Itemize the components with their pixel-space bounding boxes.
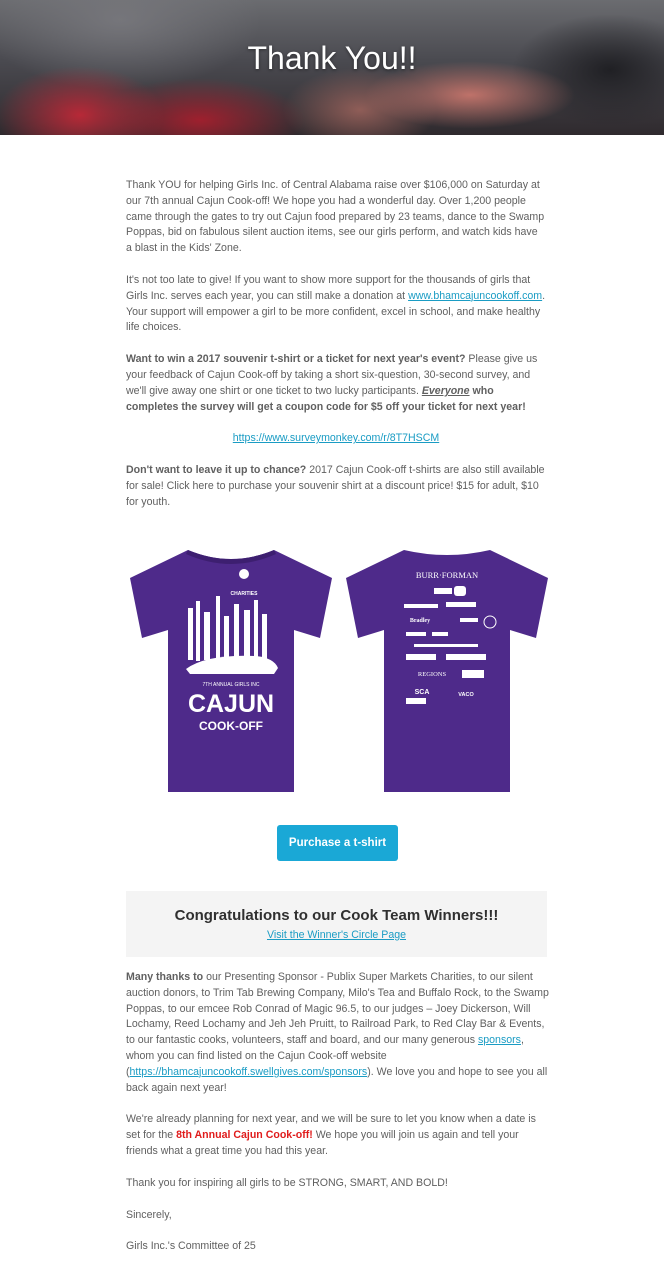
publix-logo-icon <box>239 569 249 579</box>
donate-link[interactable]: www.bhamcajuncookoff.com <box>408 289 543 302</box>
shirt-annual-text: 7TH ANNUAL GIRLS INC <box>202 682 260 688</box>
shirt-cajun-text: CAJUN <box>187 690 275 718</box>
shirt-sale-text: 2017 Cajun Cook-off t-shirts are also still available for sale! Click here to purchase your souvenir shirt at a discount price! $15 for adult, $10 for youth. <box>126 464 545 508</box>
tshirt-back-image <box>342 546 552 796</box>
shirt-sale-heading: Don't want to leave it up to chance? <box>126 464 307 477</box>
next-event-highlight: 8th Annual Cajun Cook-off! <box>176 1129 313 1142</box>
sponsor-burr-text: BURR·FORMAN <box>415 570 479 580</box>
donate-paragraph <box>126 273 546 336</box>
sponsor-sca-text: SCA <box>414 689 430 696</box>
shirt-charities-text: CHARITIES <box>230 591 258 597</box>
sponsor-vaco-text: VACO <box>458 692 474 698</box>
sponsor-bradley-text: Bradley <box>409 618 431 624</box>
planning-text: We're already planning for next year, and we will be sure to let you know when a date is set for the <box>126 1113 536 1142</box>
survey-text: Please give us your feedback of Cajun Cook-off by taking a short six-question, 30-second survey, and we'll give away one shirt or one ticket to two lucky participants. <box>126 353 538 397</box>
thanks-heading: Many thanks to <box>126 971 204 983</box>
survey-emphasis: Everyone <box>421 384 470 397</box>
thanks-text: our Presenting Sponsor - Publix Super Markets Charities, to our silent auction donors, to Trim Tab Brewing Company, Milo's Tea and Buffalo Rock, to the Swamp Poppas, to our emcee Rob Conrad of Magic 96.5, to our judges – Joey Dickerson, Will Lochamy, Reed Lochamy and Jeh Jeh Pruitt, to Railroad Park, to Red Clay Bar & Events, to our fantastic cooks, volunteers, staff and board, and our many generous <box>126 971 549 1047</box>
sponsors-link[interactable]: sponsors <box>477 1034 521 1047</box>
survey-link-row <box>126 431 546 447</box>
survey-coupon-text: who completes the survey will get a coupon code for $5 off your ticket for next year! <box>126 384 526 413</box>
signature-text: Girls Inc.'s Committee of 25 <box>126 1240 256 1253</box>
hero-banner <box>0 0 664 135</box>
tshirt-image[interactable] <box>126 546 546 796</box>
intro-paragraph: Thank YOU for helping Girls Inc. of Central Alabama raise over $106,000 on Saturday at our 7th annual Cajun Cook-off! We hope you had a wonderful day. Over 1,200 people came through the gates to try out Cajun food prepared by 23 teams, dance to the Swamp Poppas, bid on fabulous silent auction items, see our girls perform, and watch kids have a blast in the Kids' Zone. <box>126 179 545 255</box>
thanks-text-2: , whom you can find listed on the Cajun Cook-off website ( <box>126 1034 524 1078</box>
planning-text-end: We hope you will join us again and tell your friends what a great time you had this year. <box>126 1129 519 1157</box>
sincerely-text: Sincerely, <box>126 1208 172 1221</box>
winners-panel <box>126 891 547 957</box>
shirt-sale-paragraph <box>126 463 546 510</box>
donate-text-end: . Your support will empower a girl to be more confident, excel in school, and make healthy life choices. <box>126 289 546 334</box>
shirt-cookoff-text: COOK-OFF <box>199 719 263 733</box>
thanks-text-3: ). We love you and hope to see you all back again next year! <box>126 1065 548 1094</box>
email-body <box>126 178 546 527</box>
hero-title: Thank You!! <box>247 40 417 76</box>
sponsors-site-link[interactable]: https://bhamcajuncookoff.swellgives.com/sponsors <box>129 1065 368 1078</box>
donate-text: It's not too late to give! If you want to show more support for the thousands of girls that Girls Inc. serves each year, you can still make a donation at <box>126 273 531 302</box>
survey-link[interactable]: https://www.surveymonkey.com/r/8T7HSCM <box>232 432 440 445</box>
survey-heading: Want to win a 2017 souvenir t-shirt or a ticket for next year's event? <box>126 353 466 366</box>
thanks-paragraph <box>126 970 550 1096</box>
survey-paragraph <box>126 352 546 415</box>
winners-circle-link[interactable]: Visit the Winner's Circle Page <box>266 929 406 941</box>
tshirt-front-image <box>126 546 336 796</box>
email-footer-body <box>126 970 550 1271</box>
purchase-tshirt-button[interactable]: Purchase a t-shirt <box>277 825 398 861</box>
planning-paragraph <box>126 1112 550 1159</box>
inspire-paragraph: Thank you for inspiring all girls to be STRONG, SMART, AND BOLD! <box>126 1176 448 1189</box>
sponsor-regions-text: REGIONS <box>417 671 447 678</box>
winners-title: Congratulations to our Cook Team Winners!!! <box>174 907 499 924</box>
